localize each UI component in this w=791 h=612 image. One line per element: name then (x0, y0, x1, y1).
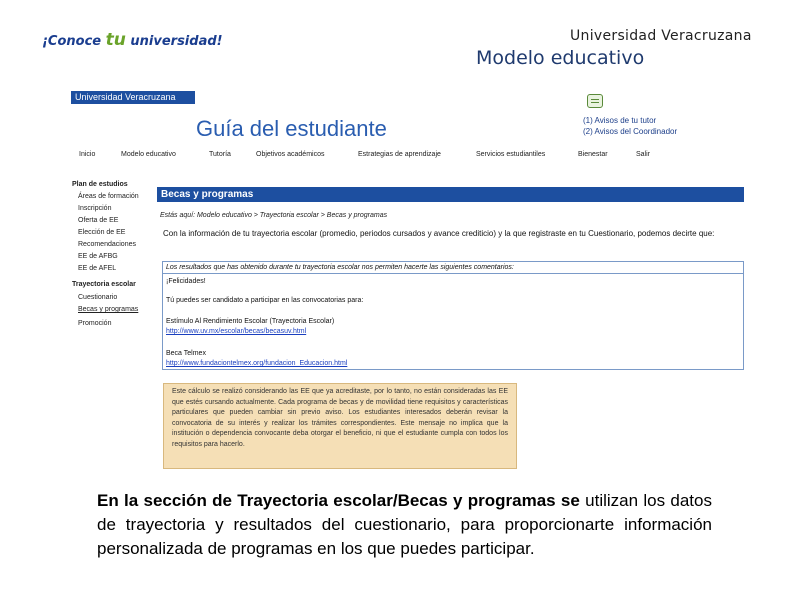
tutor-notices-link[interactable]: (1) Avisos de tu tutor (583, 116, 657, 125)
nav-modelo-educativo[interactable]: Modelo educativo (121, 151, 176, 158)
nav-estrategias[interactable]: Estrategias de aprendizaje (358, 151, 441, 158)
caption-rest: utilizan los datos de trayectoria y resultados del cuestionario, para proporcionarte información personalizada de programas en los que puedes participar. (97, 491, 712, 558)
program-link[interactable]: http://www.fundaciontelmex.org/fundacion_Educacion.html (166, 360, 348, 367)
sidebar-item[interactable]: Inscripción (78, 205, 112, 212)
sidebar-item[interactable]: EE de AFBG (78, 253, 118, 260)
slogan-logo: ¡Conoce tu universidad! (42, 30, 223, 50)
program-name: Beca Telmex (166, 350, 206, 357)
disclaimer-note: Este cálculo se realizó considerando las EE que ya acreditaste, por lo tanto, no están consideradas las EE que estés cursando actualmente. Cada programa de becas y de movilidad tiene requisitos y características particulares que pueden cambiar sin previo aviso. Los estudiantes interesados deberán revisar la convocatoria de su interés y realizar los trámites correspondientes. Este mensaje no implica que la institución o dependencia convocante deba otorgar el beneficio, ni que el estudiante cumpla con todos los requisitos para hacerlo. (163, 383, 517, 469)
sidebar-item[interactable]: EE de AFEL (78, 265, 117, 272)
sidebar-item[interactable]: Elección de EE (78, 229, 126, 236)
sidebar-item[interactable]: Oferta de EE (78, 217, 119, 224)
intro-text: Con la información de tu trayectoria escolar (promedio, periodos cursados y avance crediticio) y la que registraste en tu Cuestionario, podemos decirte que: (163, 229, 715, 238)
results-box (162, 261, 744, 370)
slide-title: Modelo educativo (476, 47, 645, 69)
guide-title: Guía del estudiante (196, 116, 387, 141)
sidebar-item[interactable]: Recomendaciones (78, 241, 136, 248)
breadcrumb: Estás aquí: Modelo educativo > Trayectoria escolar > Becas y programas (160, 212, 388, 219)
nav-bienestar[interactable]: Bienestar (578, 151, 608, 158)
nav-salir[interactable]: Salir (636, 151, 651, 158)
university-name: Universidad Veracruzana (570, 28, 752, 44)
caption-bold: En la sección de Trayectoria escolar/Becas y programas se (97, 491, 580, 510)
slide-caption (97, 489, 712, 561)
sidebar-item-promocion[interactable]: Promoción (78, 320, 112, 327)
university-bar[interactable]: Universidad Veracruzana (71, 91, 195, 104)
nav-servicios[interactable]: Servicios estudiantiles (476, 151, 546, 158)
results-header: Los resultados que has obtenido durante tu trayectoria escolar nos permiten hacerte las siguientes comentarios: (163, 262, 743, 274)
congrats-text: ¡Felicidades! (166, 278, 206, 285)
message-icon[interactable] (587, 94, 603, 108)
program-name: Estímulo Al Rendimiento Escolar (Trayectoria Escolar) (166, 318, 335, 325)
sidebar-heading-plan[interactable]: Plan de estudios (72, 181, 128, 188)
coordinator-notices-link[interactable]: (2) Avisos del Coordinador (583, 127, 678, 136)
nav-inicio[interactable]: Inicio (79, 151, 96, 158)
content-title-bar: Becas y programas (157, 187, 744, 202)
program-link[interactable]: http://www.uv.mx/escolar/becas/becasuv.html (166, 328, 307, 335)
sidebar-item[interactable]: Cuestionario (78, 294, 118, 301)
nav-tutoria[interactable]: Tutoría (209, 151, 231, 158)
sidebar-item-becas-active[interactable]: Becas y programas (78, 306, 139, 313)
sidebar-heading-trayectoria[interactable]: Trayectoria escolar (72, 281, 136, 288)
sidebar-item[interactable]: Áreas de formación (78, 193, 139, 200)
nav-objetivos-academicos[interactable]: Objetivos académicos (256, 151, 325, 158)
eligible-text: Tú puedes ser candidato a participar en las convocatorias para: (166, 297, 364, 304)
